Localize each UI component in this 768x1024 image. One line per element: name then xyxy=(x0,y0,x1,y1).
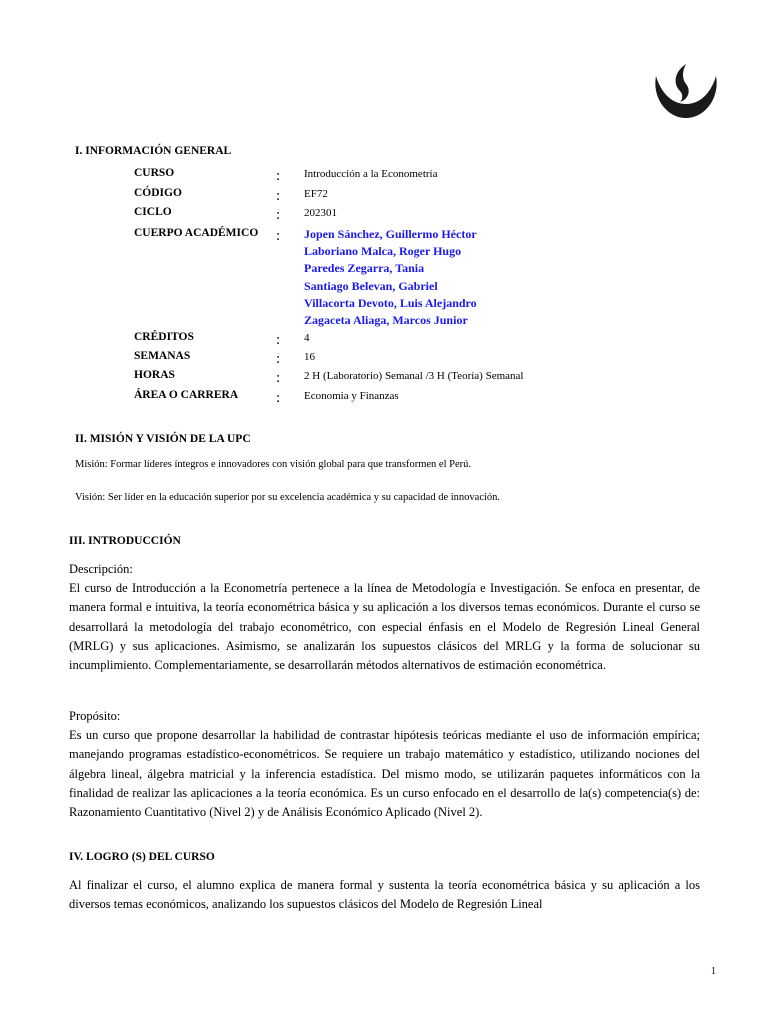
value-creditos: 4 xyxy=(304,332,310,344)
colon-codigo: : xyxy=(276,188,281,204)
colon-curso: : xyxy=(276,168,281,184)
descripcion-label: Descripción: xyxy=(69,562,133,576)
colon-area-carrera: : xyxy=(276,390,281,406)
logo-flame-shape xyxy=(676,64,689,102)
descripcion-block xyxy=(69,560,700,675)
colon-semanas: : xyxy=(276,351,281,367)
label-ciclo: CICLO xyxy=(134,206,172,218)
faculty-list xyxy=(304,226,477,329)
colon-creditos: : xyxy=(276,332,281,348)
faculty-member: Jopen Sánchez, Guillermo Héctor xyxy=(304,227,477,241)
label-codigo: CÓDIGO xyxy=(134,187,182,199)
value-curso: Introducción a la Econometría xyxy=(304,168,438,180)
logro-block xyxy=(69,876,700,914)
vision-text: Visión: Ser líder en la educación superior por su excelencia académica y su capacidad de innovación. xyxy=(75,492,501,503)
faculty-member: Laboriano Malca, Roger Hugo xyxy=(304,244,462,259)
label-horas: HORAS xyxy=(134,369,175,381)
value-horas: 2 H (Laboratorio) Semanal /3 H (Teoría) Semanal xyxy=(304,370,524,382)
value-ciclo: 202301 xyxy=(304,207,337,219)
proposito-paragraph: Es un curso que propone desarrollar la habilidad de contrastar hipótesis teóricas mediante el uso de información empírica; manejando programas estadístico-econométricos. Se requiere un trabajo matemático y estadístico, utilizando nociones del álgebra lineal, álgebra matricial y la inferencia estadística. Del mismo modo, se utilizarán paquetes informáticos con la finalidad de realizar las aplicaciones a la teoría económica. Es un curso enfocado en el desarrollo de la(s) competencia(s) de: Razonamiento Cuantitativo (Nivel 2) y de Análisis Económico Aplicado (Nivel 2). xyxy=(69,728,700,820)
faculty-member: Santiago Belevan, Gabriel xyxy=(304,278,438,293)
proposito-block xyxy=(69,707,700,822)
colon-horas: : xyxy=(276,370,281,386)
value-area-carrera: Economia y Finanzas xyxy=(304,390,399,402)
colon-cuerpo-academico: : xyxy=(276,228,281,244)
section-title-introduccion: III. INTRODUCCIÓN xyxy=(69,535,181,547)
mision-text: Misión: Formar líderes íntegros e innovadores con visión global para que transformen el Perú. xyxy=(75,459,471,470)
faculty-member: Paredes Zegarra, Tania xyxy=(304,261,425,276)
label-area-carrera: ÁREA O CARRERA xyxy=(134,389,239,401)
descripcion-paragraph: El curso de Introducción a la Econometría pertenece a la línea de Metodología e Investigación. Se enfoca en presentar, de manera formal e intuitiva, la teoría econométrica básica y su aplicación a los diversos temas económicos. Durante el curso se desarrollará la metodología del trabajo econométrico, con especial énfasis en el Modelo de Regresión Lineal General (MRLG) y sus aplicaciones. Asimismo, se analizarán los supuestos clásicos del MRLG y la forma de solucionar su incumplimiento. Complementariamente, se desarrollarán métodos alternativos de estimación econométrica. xyxy=(69,581,700,673)
logro-paragraph: Al finalizar el curso, el alumno explica de manera formal y sustenta la teoría econométrica básica y su aplicación a los diversos temas económicos, analizando los supuestos clásicos del Modelo de Regresión Lineal xyxy=(69,878,700,912)
colon-ciclo: : xyxy=(276,207,281,223)
label-cuerpo-academico: CUERPO ACADÉMICO xyxy=(134,227,259,239)
faculty-member: Villacorta Devoto, Luis Alejandro xyxy=(304,295,477,310)
upc-logo xyxy=(652,60,720,122)
section-title-logro: IV. LOGRO (S) DEL CURSO xyxy=(69,851,215,863)
value-semanas: 16 xyxy=(304,351,315,363)
label-creditos: CRÉDITOS xyxy=(134,331,194,343)
label-curso: CURSO xyxy=(134,167,175,179)
faculty-member: Zagaceta Aliaga, Marcos Junior xyxy=(304,313,468,328)
proposito-label: Propósito: xyxy=(69,709,121,723)
section-title-mision-vision: II. MISIÓN Y VISIÓN DE LA UPC xyxy=(75,433,251,445)
value-codigo: EF72 xyxy=(304,188,328,200)
section-title-general-info: I. INFORMACIÓN GENERAL xyxy=(75,145,232,157)
label-semanas: SEMANAS xyxy=(134,350,191,362)
page-number: 1 xyxy=(711,966,716,977)
